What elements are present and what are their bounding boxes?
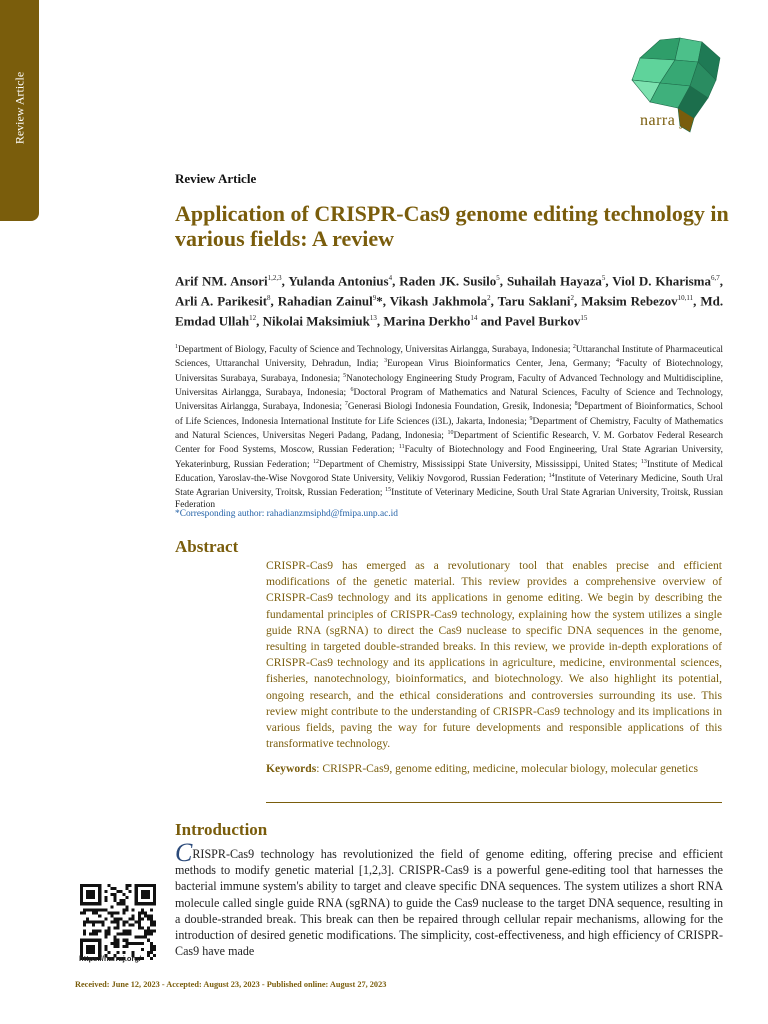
affiliation-text: Department of Bioinformatics, School of Life Sciences, Indonesia International Institute for Life Sciences (i3L), Jakarta, Indonesia; <box>175 402 723 427</box>
affiliation-text: Institute of Medical Education, Yaroslav-the-Wise Novgorod State University, Velikiy Novgorod, Russian Federation; <box>175 459 723 485</box>
keywords-list: : CRISPR-Cas9, genome editing, medicine, molecular biology, molecular genetics <box>316 762 699 776</box>
qr-code-icon[interactable] <box>80 884 156 960</box>
author-affiliation-number: 14 <box>470 313 478 322</box>
publication-dates: Received: June 12, 2023 - Accepted: August 23, 2023 - Published online: August 27, 2023 <box>75 980 387 989</box>
affiliations <box>175 342 723 511</box>
author-affiliation-number: 13 <box>369 313 377 322</box>
abstract-box <box>266 558 722 802</box>
affiliation-text: Institute of Veterinary Medicine, South Ural State Agrarian University, Troitsk, Russian Federation <box>175 488 723 510</box>
author-affiliation-number: 8 <box>267 293 271 302</box>
author-name: Rahadian Zainul <box>277 293 373 309</box>
author-affiliation-number: 1,2,3 <box>267 274 282 282</box>
article-type: Review Article <box>175 171 257 186</box>
logo-name: narra j <box>640 112 685 129</box>
author-affiliation-number: 12 <box>249 313 257 322</box>
affiliation-text: Uttaranchal Institute of Pharmaceutical Sciences, Uttaranchal University, Dehradun, India; <box>175 345 724 370</box>
affiliation-number: 14 <box>548 472 555 479</box>
affiliation-text: Institute of Veterinary Medicine, South Ural State Agrarian University, Troitsk, Russian Federation; <box>175 474 723 499</box>
introduction-body: RISPR-Cas9 technology has revolutionized the field of genome editing, offering precise and efficient methods to modify genetic material [1,2,3]. CRISPR-Cas9 is a powerful gene-editing tool that harnesses the bacterial immune system's ability to target and cleave specific DNA sequences. The system utilizes a short RNA molecule called single guide RNA (sgRNA) to guide the Cas9 nuclease to the target DNA sequence, resulting in a double-stranded break. This break can then be repaired through cellular repair mechanisms, allowing for the introduction of desired genetic modifications. The simplicity, cost-effectiveness, and high efficiency of CRISPR-Cas9 have made <box>175 847 723 959</box>
affiliation-text: Faculty of Biotechnology and Food Engineering, Ural State Agrarian University, Yekaterinburg, Russian Federation; <box>175 445 723 470</box>
affiliation-text: Nanotechology Engineering Study Program, Faculty of Advanced Technology and Multidiscipline, Universitas Airlangga, Surabaya, Indonesia; <box>175 373 723 399</box>
affiliation-number: 15 <box>385 487 392 494</box>
abstract-heading: Abstract <box>175 537 239 556</box>
keywords-label: Keywords <box>266 762 317 776</box>
abstract-text: CRISPR-Cas9 has emerged as a revolutionary tool that enables precise and efficient modifications of the genetic material. This review provides a comprehensive overview of CRISPR-Cas9 technology and its applications in genome editing. We begin by describing the fundamental principles of CRISPR-Cas9 technology, explaining how the system utilizes a single guide RNA (sgRNA) to direct the Cas9 nuclease to specific DNA sequences in the genome, resulting in targeted double-stranded breaks. In this review, we provide in-depth explorations of CRISPR-Cas9 technology and its applications in agriculture, medicine, environmental sciences, fisheries, nanotechnology, bioinformatics, and biotechnology. We also highlight its potential, ongoing research, and the ethical considerations and controversies surrounding its use. This review might contribute to the understanding of CRISPR-Cas9 technology and its implications in various fields, paving the way for future developments and responsible applications of this transformative technology. <box>266 559 722 751</box>
affiliation-number: 2 <box>572 344 576 350</box>
introduction-heading: Introduction <box>175 820 268 839</box>
author-affiliation-number: 2 <box>487 293 491 302</box>
author-name: Arli A. Parikesit <box>175 293 268 309</box>
author-affiliation-number: 5 <box>496 274 500 282</box>
keywords <box>266 761 722 776</box>
affiliation-number: 11 <box>398 444 405 451</box>
author-separator: and <box>477 312 505 328</box>
author-affiliation-number: 9 <box>372 293 377 302</box>
author-separator: , <box>270 293 278 309</box>
affiliation-number: 5 <box>343 372 347 379</box>
affiliation-number: 9 <box>529 415 533 422</box>
affiliation-number: 1 <box>175 344 178 350</box>
author-name: Nikolai Maksimiuk <box>262 312 370 328</box>
side-tab <box>0 0 39 221</box>
affiliation-number: 4 <box>616 358 620 365</box>
author-separator: , <box>490 293 498 309</box>
author-separator: , <box>719 273 723 289</box>
author-name: Marina Derkho <box>383 312 471 328</box>
author-affiliation-number: 15 <box>580 313 588 322</box>
author-name: Md. Emdad Ullah <box>175 293 724 328</box>
affiliation-number: 3 <box>384 358 388 365</box>
side-tab-label: Review Article <box>12 71 26 145</box>
author-separator: , <box>693 293 701 309</box>
affiliation-number: 7 <box>344 401 348 408</box>
article-title: Application of CRISPR-Cas9 genome editing technology in various fields: A review <box>175 201 729 251</box>
corresponding-author[interactable]: *Corresponding author: rahadianzmsiphd@fmipa.unp.ac.id <box>175 509 398 519</box>
author-name: Arif NM. Ansori <box>175 273 268 289</box>
author-separator: *, <box>376 293 390 309</box>
abstract-divider <box>266 802 722 803</box>
author-affiliation-number: 10,11 <box>677 293 694 302</box>
author-separator: , <box>574 293 582 309</box>
author-name: Viol D. Kharisma <box>612 273 711 289</box>
author-affiliation-number: 4 <box>388 274 393 282</box>
author-name: Vikash Jakhmola <box>389 293 488 309</box>
author-separator: , <box>499 273 507 289</box>
affiliation-text: Faculty of Biotechnology, Universitas Surabaya, Surabaya, Indonesia; <box>175 359 723 384</box>
author-separator: , <box>605 273 613 289</box>
author-separator: , <box>281 273 289 289</box>
author-affiliation-number: 6,7 <box>710 274 720 282</box>
author-name: Suhailah Hayaza <box>506 273 602 289</box>
affiliation-text: Department of Biology, Faculty of Science and Technology, Universitas Airlangga, Surabaya, Indonesia; <box>178 345 573 356</box>
author-name: Maksim Rebezov <box>581 293 678 309</box>
author-separator: , <box>256 312 263 328</box>
introduction-text <box>175 838 723 959</box>
qr-url[interactable]: https://narraj.org/ <box>79 954 142 963</box>
affiliation-text: Department of Chemistry, Faculty of Mathematics and Natural Sciences, Universitas Negeri Padang, Padang, Indonesia; <box>175 416 723 442</box>
author-separator: , <box>392 273 400 289</box>
affiliation-text: Generasi Biologi Indonesia Foundation, Gresik, Indonesia; <box>347 402 575 413</box>
author-name: Pavel Burkov <box>504 312 581 328</box>
affiliation-number: 12 <box>313 458 319 465</box>
affiliation-number: 10 <box>447 429 454 436</box>
author-list <box>175 270 723 329</box>
dropcap: C <box>175 838 193 867</box>
affiliation-text: Department of Scientific Research, V. M. Gorbatov Federal Research Center for Food Systems, Moscow, Russian Federation; <box>175 431 723 456</box>
author-affiliation-number: 2 <box>570 293 574 302</box>
author-name: Yulanda Antonius <box>288 273 389 289</box>
affiliation-number: 13 <box>640 458 647 465</box>
affiliation-number: 8 <box>574 401 578 408</box>
author-affiliation-number: 5 <box>601 274 606 282</box>
affiliation-text: European Virus Bioinformatics Center, Jena, Germany; <box>387 359 617 370</box>
affiliation-text: Doctoral Program of Mathematics and Natural Sciences, Faculty of Science and Technology, Universitas Airlangga, Surabaya, Indonesia; <box>175 388 723 413</box>
affiliation-number: 6 <box>350 386 354 393</box>
affiliation-text: Department of Chemistry, Mississippi State University, Mississippi, United States; <box>319 459 641 470</box>
author-separator: , <box>376 312 384 328</box>
author-name: Raden JK. Susilo <box>399 273 497 289</box>
author-name: Taru Saklani <box>497 293 571 309</box>
